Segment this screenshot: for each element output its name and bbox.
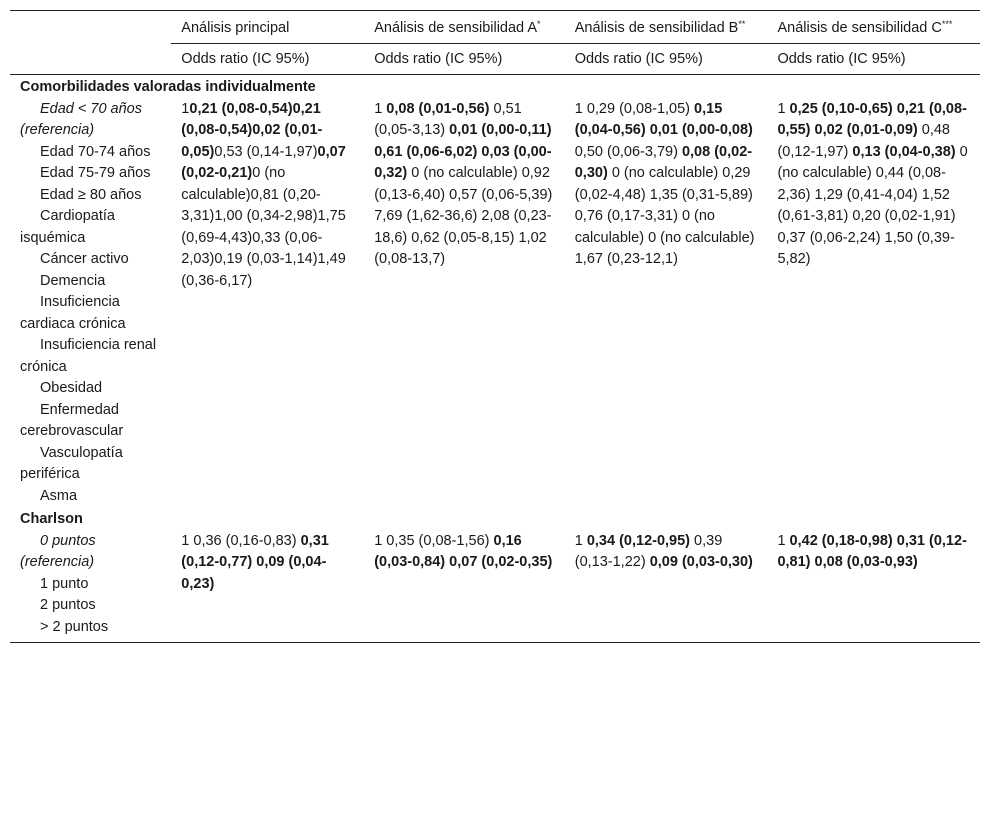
row-label: 2 puntos <box>40 597 96 613</box>
value-text: 0 (no calculable) 0,44 (0,08-2,36) 1,29 (0,41-4,04) 1,52 (0,61-3,81) 0,20 (0,02-1,91) 0,37 (0,06-2,24) 1,50 (0,39-5,82) <box>777 143 968 267</box>
value-text: 1,49 (0,36-6,17) <box>181 251 346 289</box>
significant-value: 0,21 (0,08-0,55) <box>777 100 967 138</box>
significant-value: 0,03 (0,00-0,32) <box>374 143 552 181</box>
value-text: 1 <box>777 100 790 117</box>
row-label: Enfermedad cerebrovascular <box>20 401 124 439</box>
values-main-analysis <box>171 99 364 508</box>
value-text: 0,51 (0,05-3,13) <box>374 100 522 138</box>
section-charlson-title-row <box>10 507 980 531</box>
significant-value: 0,07 (0,02-0,35) <box>449 554 553 570</box>
odds-ratio-table <box>10 10 980 643</box>
row-label: Asma <box>40 487 78 504</box>
significant-value: 0,08 (0,01-0,56) <box>386 100 490 117</box>
significant-value: 0,16 (0,03-0,84) <box>374 532 522 570</box>
significant-value: 0,07 (0,02-0,21) <box>181 143 346 181</box>
value-text: 0,81 (0,20-3,31) <box>181 186 321 224</box>
row-label: Edad 70-74 años <box>40 143 151 160</box>
value-text: 0,53 (0,14-1,97) <box>214 143 318 160</box>
value-text: 0 (no calculable) 0,29 (0,02-4,48) 1,35 (0,31-5,89) 0,76 (0,17-3,31) 0 (no calculable) 0 (no calculable) 1,67 (0,23-12,1) <box>574 165 755 267</box>
row-label: > 2 puntos <box>40 618 109 635</box>
row-label: Insuficiencia renal crónica <box>20 337 157 375</box>
significant-value: 0,42 (0,18-0,98) <box>789 532 893 549</box>
significant-value: 0,08 (0,02-0,30) <box>574 143 753 181</box>
section-comorbidities-title-row <box>10 75 980 99</box>
significant-value: 0,21 (0,08-0,54) <box>189 100 293 117</box>
section-charlson-group <box>10 531 980 643</box>
row-label: Vasculopatía periférica <box>20 444 123 482</box>
value-text: 1 <box>181 100 190 117</box>
significant-value: 0,08 (0,03-0,93) <box>814 554 918 570</box>
subheader-cell: Odds ratio (IC 95%) <box>565 43 768 75</box>
significant-value: 0,31 (0,12-0,77) <box>181 532 329 570</box>
value-text: 0 (no calculable) 0,92 (0,13-6,40) 0,57 (0,06-5,39) 7,69 (1,62-36,6) 2,08 (0,23-18,6) 0,62 (0,05-8,15) 1,02 (0,08-13,7) <box>374 165 553 267</box>
significant-value: 0,09 (0,04-0,23) <box>181 554 327 592</box>
row-label: Edad 75-79 años <box>40 165 151 181</box>
significant-value: 0,25 (0,10-0,65) <box>789 100 893 117</box>
section-title: Charlson <box>20 511 83 527</box>
value-text: 0,33 (0,06-2,03) <box>181 229 323 267</box>
header-main-analysis: Análisis principal <box>171 11 364 44</box>
value-text: 1 0,36 (0,16-0,83) <box>181 532 301 549</box>
value-text: 0,39 (0,13-1,22) <box>574 532 723 570</box>
significant-value: 0,34 (0,12-0,95) <box>586 532 691 549</box>
significant-value: 0,15 (0,04-0,56) <box>574 100 723 138</box>
subheader-cell: Odds ratio (IC 95%) <box>767 43 980 75</box>
significant-value: 0,61 (0,06-6,02) <box>374 143 478 160</box>
values-sensitivity-c <box>767 531 980 643</box>
row-label: 1 punto <box>40 575 89 592</box>
row-labels-cell <box>10 99 171 508</box>
value-text: 0,48 (0,12-1,97) <box>777 122 950 160</box>
significant-value: 0,02 (0,01-0,05) <box>181 122 323 160</box>
values-sensitivity-a <box>364 99 565 508</box>
significant-value: 0,02 (0,01-0,09) <box>814 122 918 138</box>
value-text: 0,50 (0,06-3,79) <box>574 143 682 160</box>
header-sensitivity-b: Análisis de sensibilidad B** <box>565 11 768 44</box>
values-sensitivity-b <box>565 99 768 508</box>
subheader-cell: Odds ratio (IC 95%) <box>364 43 565 75</box>
significant-value: 0,31 (0,12-0,81) <box>777 532 967 570</box>
value-text: 0 (no calculable) <box>181 165 286 203</box>
row-label: Insuficiencia cardiaca crónica <box>20 294 126 332</box>
significant-value: 0,09 (0,03-0,30) <box>649 554 753 570</box>
values-sensitivity-b <box>565 531 768 643</box>
values-sensitivity-a <box>364 531 565 643</box>
row-labels-cell <box>10 531 171 643</box>
value-text: 1 0,35 (0,08-1,56) <box>374 532 494 549</box>
row-label: Obesidad <box>40 380 103 396</box>
significant-value: 0,01 (0,00-0,11) <box>449 122 552 138</box>
value-text: 1,75 (0,69-4,43) <box>181 208 346 246</box>
value-text: 1,00 (0,34-2,98) <box>214 208 318 224</box>
header-sensitivity-a: Análisis de sensibilidad A* <box>364 11 565 44</box>
subheader-empty-cell <box>10 43 171 75</box>
subheader-row <box>10 43 980 75</box>
row-label: Cardiopatía isquémica <box>20 208 115 246</box>
value-text: 1 <box>777 532 790 549</box>
row-label: Edad < 70 años (referencia) <box>20 100 142 138</box>
value-text: 1 <box>574 532 587 549</box>
significant-value: 0,21 (0,08-0,54) <box>181 100 321 138</box>
subheader-cell: Odds ratio (IC 95%) <box>171 43 364 75</box>
values-main-analysis <box>171 531 364 643</box>
values-sensitivity-c <box>767 99 980 508</box>
header-empty-cell <box>10 11 171 44</box>
header-row <box>10 11 980 44</box>
row-label: Demencia <box>40 272 106 289</box>
section-comorbidities-group <box>10 99 980 508</box>
row-label: Cáncer activo <box>40 251 129 267</box>
section-title: Comorbilidades valoradas individualmente <box>20 79 316 95</box>
row-label: Edad ≥ 80 años <box>40 186 142 203</box>
significant-value: 0,01 (0,00-0,08) <box>649 122 753 138</box>
row-label: 0 puntos (referencia) <box>20 532 96 570</box>
value-text: 1 <box>374 100 387 117</box>
value-text: 0,19 (0,03-1,14) <box>214 251 318 267</box>
value-text: 1 0,29 (0,08-1,05) <box>574 100 695 117</box>
significant-value: 0,13 (0,04-0,38) <box>852 143 956 160</box>
header-sensitivity-c: Análisis de sensibilidad C*** <box>767 11 980 44</box>
